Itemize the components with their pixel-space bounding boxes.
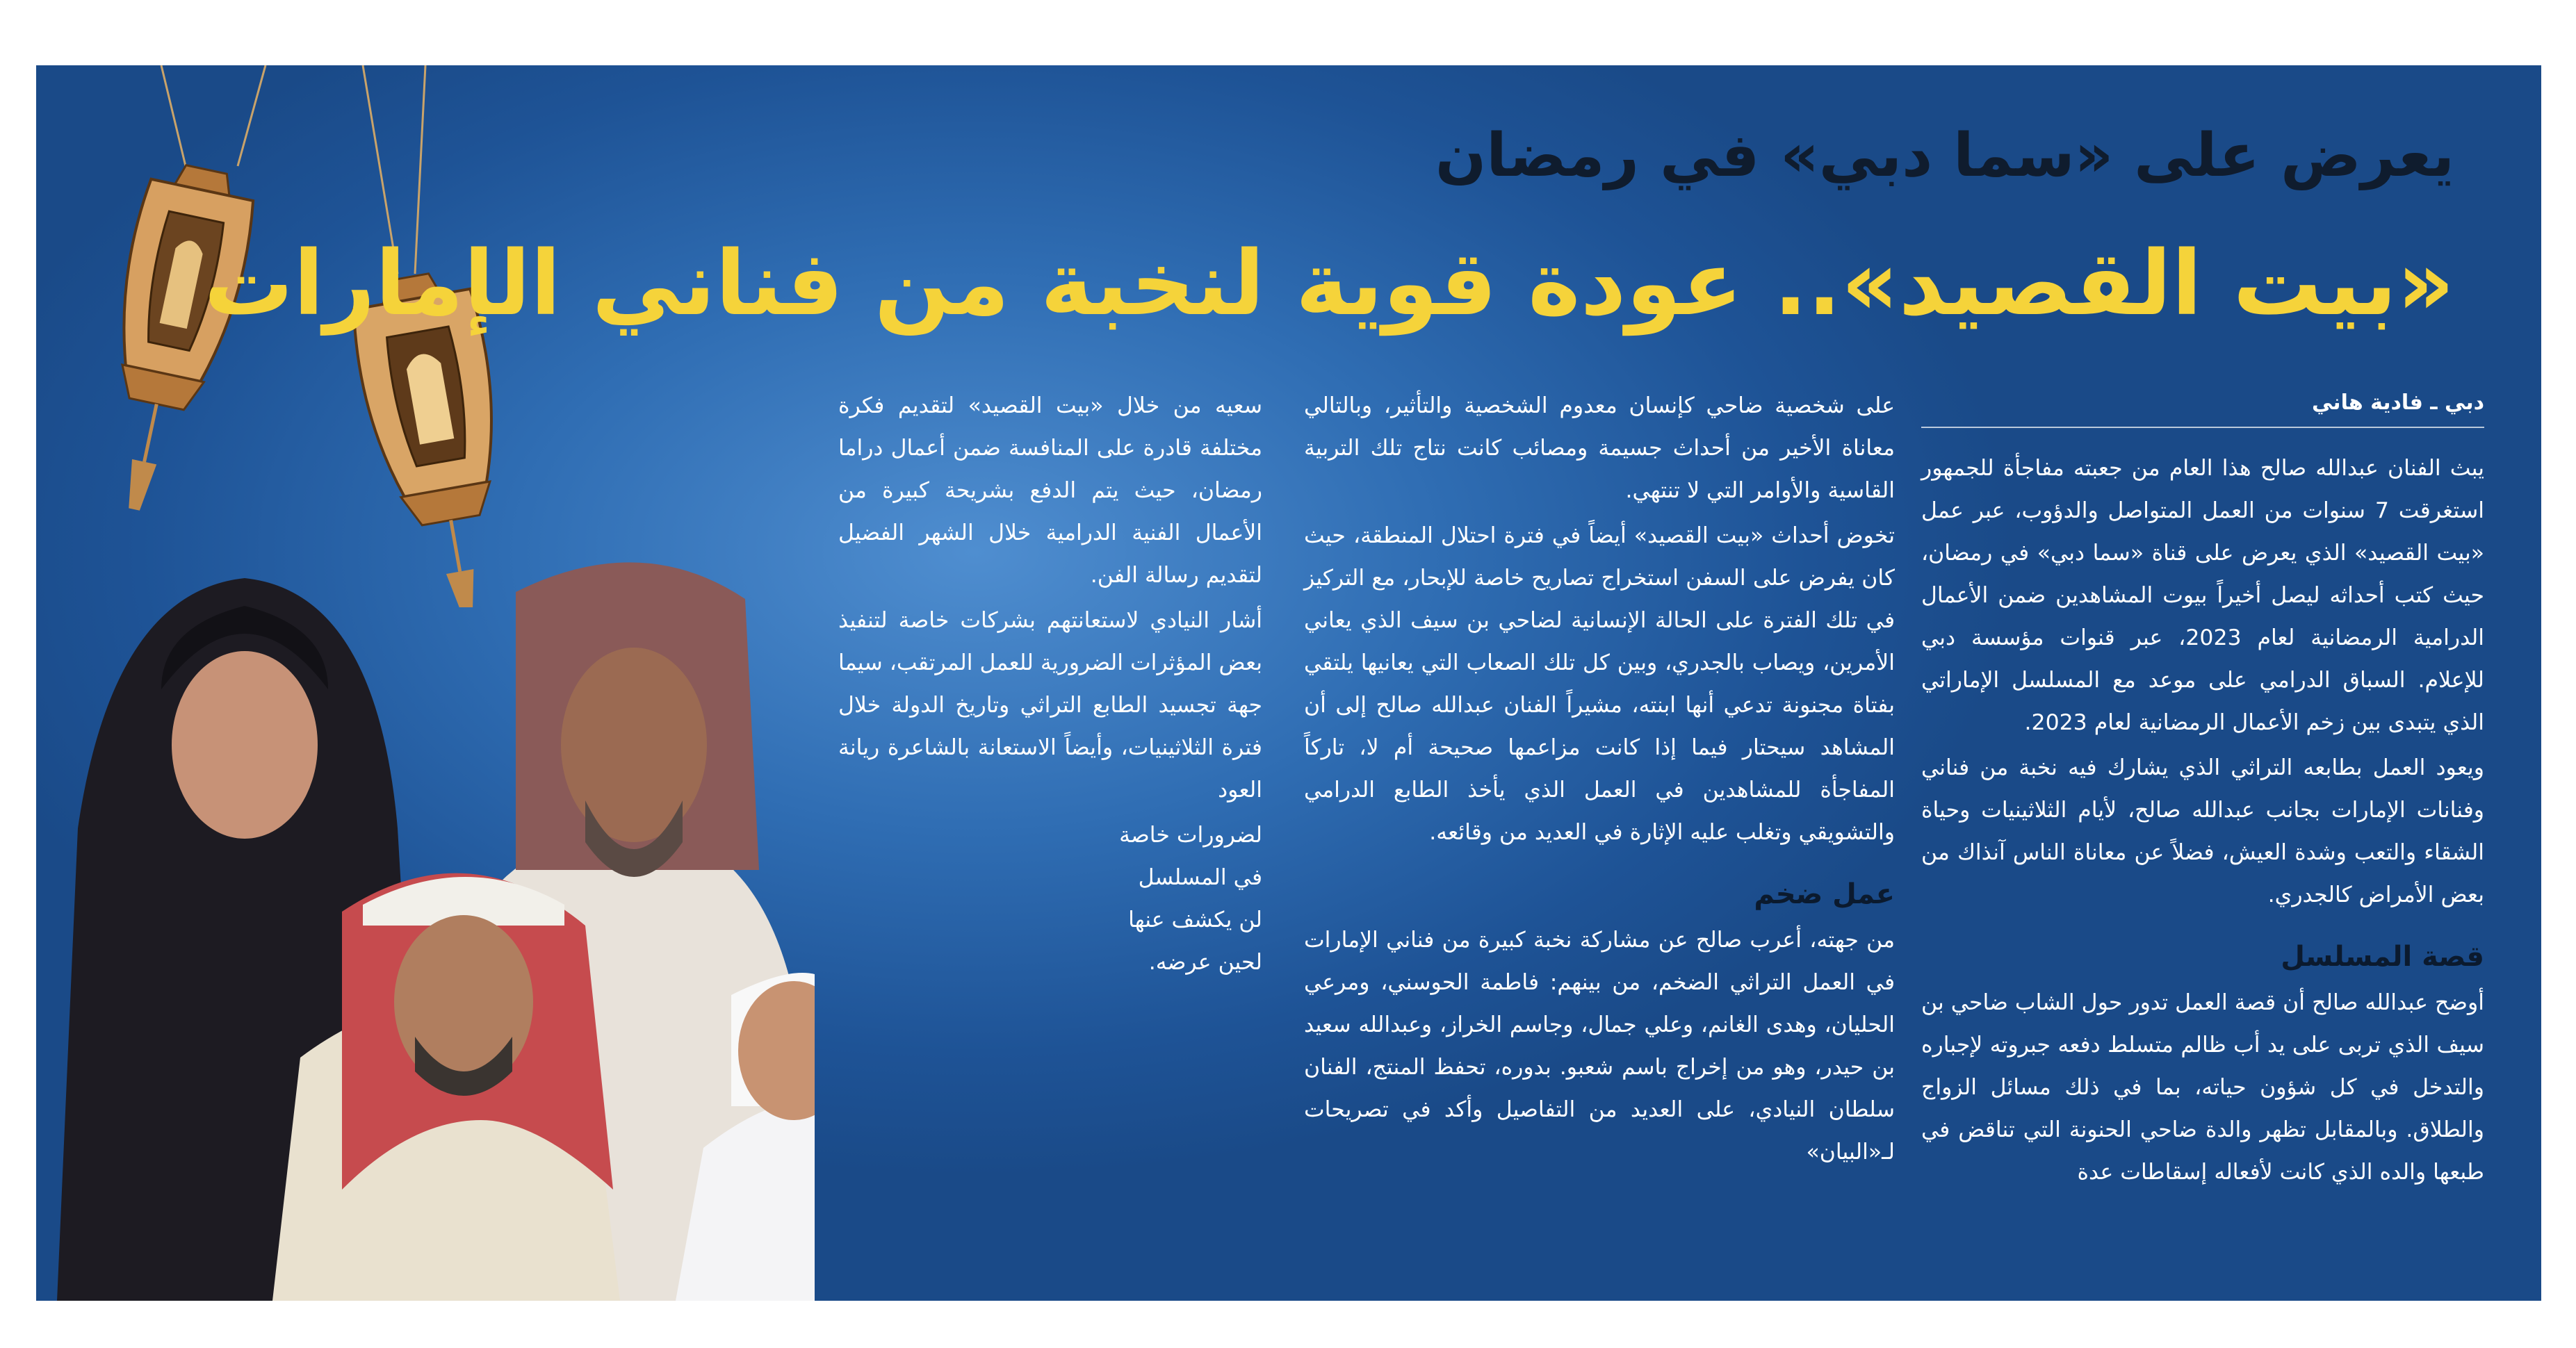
- byline: دبي ـ فادية هاني: [1921, 385, 2484, 428]
- article-column-1: [1921, 385, 2484, 1197]
- section-subhead: قصة المسلسل: [2281, 941, 2484, 973]
- text-line: في المسلسل: [1138, 865, 1262, 890]
- article-column-2: [1304, 385, 1895, 1176]
- paragraph: أشار النيادي لاستعانتهم بشركات خاصة لتنفيذ بعض المؤثرات الضرورية للعمل المرتقب، سيما جهة تجسيد الطابع التراثي وتاريخ الدولة خلال فترة الثلاثينيات، وأيضاً الاستعانة بالشاعرة ريانة العود: [838, 608, 1262, 803]
- paragraph: أوضح عبدالله صالح أن قصة العمل تدور حول الشاب ضاحي بن سيف الذي تربى على يد أب ظالم متسلط دفعه جبروته لإجباره والتدخل في كل شؤون حياته، بما في ذلك مسائل الزواج والطلاق. وبالمقابل تظهر والدة ضاحي الحنونة التي تناقض في طبعها والده الذي كانت لأفعاله إسقاطات عدة: [1921, 990, 2484, 1185]
- article-panel: [36, 65, 2541, 1301]
- section-subhead: عمل ضخم: [1754, 878, 1895, 910]
- cast-photo: [36, 300, 815, 1301]
- paragraph: سعيه من خلال «بيت القصيد» لتقديم فكرة مختلفة قادرة على المنافسة ضمن أعمال دراما رمضان، حيث يتم الدفع بشريحة كبيرة من الأعمال الفنية الدرامية خلال الشهر الفضيل لتقديم رسالة الفن.: [838, 393, 1262, 588]
- text-line: لضرورات خاصة: [1119, 823, 1262, 848]
- text-line: لن يكشف عنها: [1128, 907, 1262, 932]
- paragraph: على شخصية ضاحي كإنسان معدوم الشخصية والتأثير، وبالتالي معاناة الأخير من أحداث جسيمة ومصائب كانت نتاج تلك التربية القاسية والأوامر التي لا تنتهي.: [1304, 393, 1895, 503]
- wrapped-text: [1089, 814, 1262, 984]
- paragraph: ويعود العمل بطابعه التراثي الذي يشارك فيه نخبة من فناني وفنانات الإمارات بجانب عبدالله صالح، لأيام الثلاثينيات وحياة الشقاء والتعب وشدة العيش، فضلاً عن معاناة الناس آنذاك من بعض الأمراض كالجدري.: [1921, 755, 2484, 907]
- paragraph: يبث الفنان عبدالله صالح هذا العام من جعبته مفاجأة للجمهور استغرقت 7 سنوات من العمل المتواصل والدؤوب، عبر عمل «بيت القصيد» الذي يعرض على قناة «سما دبي» في رمضان، حيث كتب أحداثه ليصل أخيراً بيوت المشاهدين ضمن الأعمال الدرامية الرمضانية لعام 2023، عبر قنوات مؤسسة دبي للإعلام. السباق الدرامي على موعد مع المسلسل الإماراتي الذي يتبدى بين زخم الأعمال الرمضانية لعام 2023.: [1921, 456, 2484, 735]
- article-kicker: يعرض على «سما دبي» في رمضان: [1435, 121, 2454, 190]
- paragraph: تخوض أحداث «بيت القصيد» أيضاً في فترة احتلال المنطقة، حيث كان يفرض على السفن استخراج تصاريح خاصة للإبحار، مع التركيز في تلك الفترة على الحالة الإنسانية لضاحي بن سيف الذي يعاني الأمرين، ويصاب بالجدري، وبين كل تلك الصعاب التي يعانيها يلتقي بفتاة مجنونة تدعي أنها ابنته، مشيراً الفنان عبدالله صالح إلى أن المشاهد سيحتار فيما إذا كانت مزاعمها صحيحة أم لا، تاركاً المفاجأة للمشاهدين في العمل الذي يأخذ الطابع الدرامي والتشويقي وتغلب عليه الإثارة في العديد من وقائعه.: [1304, 523, 1895, 845]
- article-headline: «بيت القصيد».. عودة قوية لنخبة من فناني الإمارات: [204, 232, 2454, 336]
- article-column-3: [838, 385, 1262, 984]
- text-line: لحين عرضه.: [1148, 950, 1262, 975]
- paragraph: من جهته، أعرب صالح عن مشاركة نخبة كبيرة من فناني الإمارات في العمل التراثي الضخم، من بينهم: فاطمة الحوسني، ومرعي الحليان، وهدى الغانم، وعلي جمال، وجاسم الخراز، وعبدالله سعيد بن حيدر، وهو من إخراج باسم شعبو. بدوره، تحفظ المنتج، الفنان سلطان النيادي، على العديد من التفاصيل وأكد في تصريحات لـ«البيان»: [1304, 928, 1895, 1165]
